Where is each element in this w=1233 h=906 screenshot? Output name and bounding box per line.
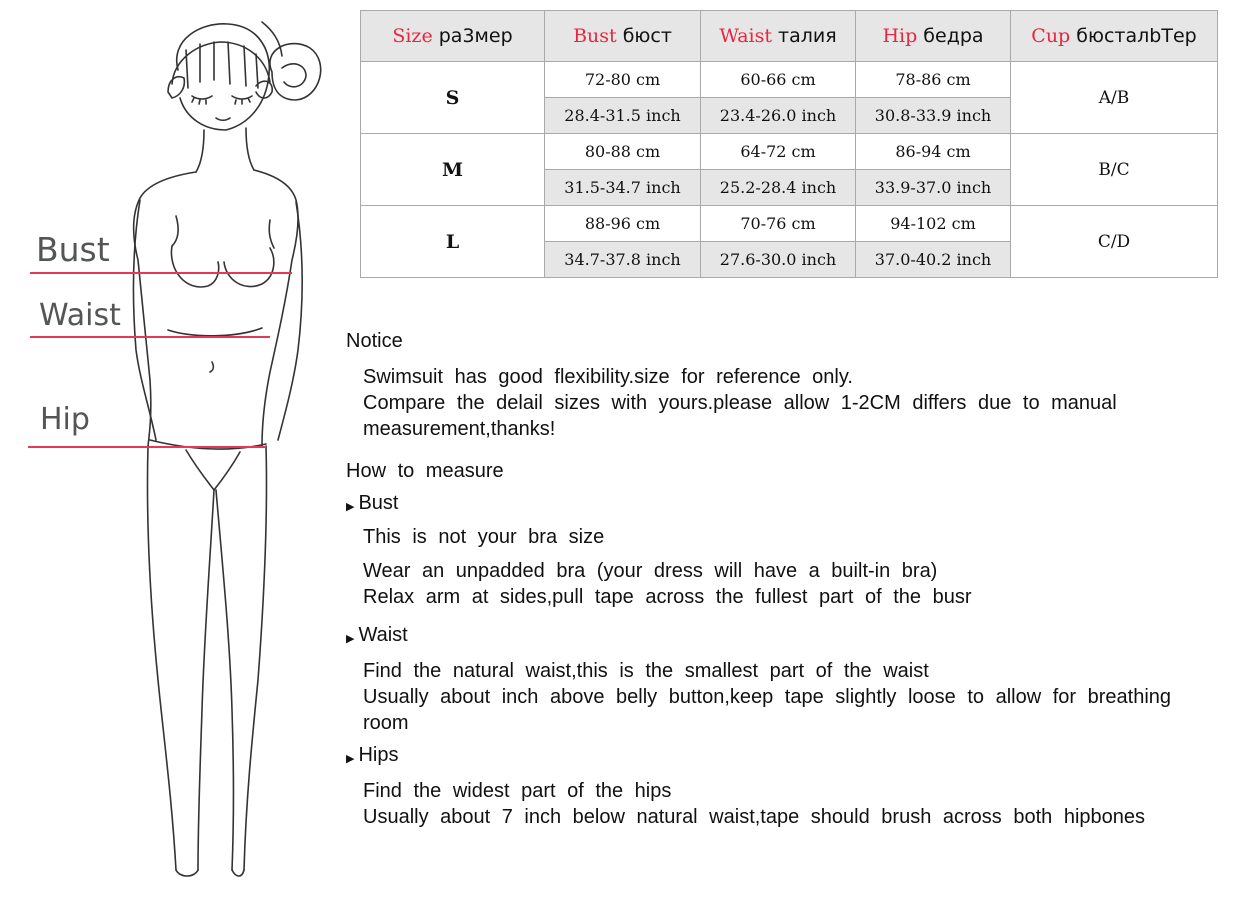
cup-cell: B/C: [1011, 134, 1218, 206]
header-cup: Cup бюсталbТер: [1011, 11, 1218, 62]
hip-inch-cell: 37.0-40.2 inch: [856, 242, 1011, 278]
arrow-right-icon: ▶: [346, 501, 355, 513]
header-bust: Bust бюст: [545, 11, 701, 62]
bust-inch-cell: 34.7-37.8 inch: [545, 242, 701, 278]
waist-inch-cell: 25.2-28.4 inch: [701, 170, 856, 206]
waist-line-1: Find the natural waist,this is the smallest part of the waist: [363, 660, 929, 682]
bust-section-title: Bust: [358, 492, 399, 514]
measurement-notes: [346, 328, 1226, 830]
bust-cm-cell: 88-96 cm: [545, 206, 701, 242]
hip-cm-cell: 94-102 cm: [856, 206, 1011, 242]
cup-cell: A/B: [1011, 62, 1218, 134]
bust-cm-cell: 72-80 cm: [545, 62, 701, 98]
hip-inch-cell: 33.9-37.0 inch: [856, 170, 1011, 206]
hip-inch-cell: 30.8-33.9 inch: [856, 98, 1011, 134]
bust-line-2: Wear an unpadded bra (your dress will have a built-in bra): [363, 560, 938, 582]
table-row: [361, 206, 1218, 242]
hips-line-2: Usually about 7 inch below natural waist,tape should brush across both hipbones: [363, 806, 1145, 828]
cup-cell: C/D: [1011, 206, 1218, 278]
how-to-measure-title: How to measure: [346, 460, 504, 482]
bust-measure-line: [30, 272, 292, 274]
bust-line-1: This is not your bra size: [363, 526, 605, 548]
bust-line-3: Relax arm at sides,pull tape across the fullest part of the busr: [363, 586, 972, 608]
waist-section-title: Waist: [358, 624, 408, 646]
waist-cm-cell: 64-72 cm: [701, 134, 856, 170]
waist-inch-cell: 23.4-26.0 inch: [701, 98, 856, 134]
size-cell: S: [361, 62, 545, 134]
notice-line-1: Swimsuit has good flexibility.size for reference only.: [363, 366, 853, 388]
size-cell: M: [361, 134, 545, 206]
waist-label: Waist: [39, 298, 121, 333]
arrow-right-icon: ▶: [346, 633, 355, 645]
hips-section-heading: [346, 742, 1226, 768]
hip-cm-cell: 78-86 cm: [856, 62, 1011, 98]
table-row: [361, 62, 1218, 98]
table-header-row: [361, 11, 1218, 62]
bust-section-heading: [346, 490, 1226, 516]
size-chart-table: [360, 10, 1218, 278]
hip-cm-cell: 86-94 cm: [856, 134, 1011, 170]
bust-inch-cell: 28.4-31.5 inch: [545, 98, 701, 134]
header-size: Size ра3мер: [361, 11, 545, 62]
waist-measure-line: [30, 336, 270, 338]
hip-label: Hip: [40, 402, 90, 437]
arrow-right-icon: ▶: [346, 753, 355, 765]
bust-cm-cell: 80-88 cm: [545, 134, 701, 170]
header-waist: Waist талия: [701, 11, 856, 62]
notice-line-2: Compare the delail sizes with yours.please allow 1-2CM differs due to manual measurement,thanks!: [363, 392, 1117, 440]
hip-measure-line: [28, 446, 266, 448]
waist-line-2: Usually about inch above belly button,keep tape slightly loose to allow for breathing room: [363, 686, 1172, 734]
hips-line-1: Find the widest part of the hips: [363, 780, 672, 802]
header-hip: Hip бедра: [856, 11, 1011, 62]
waist-section-heading: [346, 622, 1226, 648]
table-row: [361, 134, 1218, 170]
size-cell: L: [361, 206, 545, 278]
notice-title: Notice: [346, 330, 403, 352]
hips-section-title: Hips: [358, 744, 399, 766]
waist-cm-cell: 70-76 cm: [701, 206, 856, 242]
bust-label: Bust: [36, 230, 110, 269]
bust-inch-cell: 31.5-34.7 inch: [545, 170, 701, 206]
body-figure-illustration: [0, 0, 340, 906]
waist-inch-cell: 27.6-30.0 inch: [701, 242, 856, 278]
waist-cm-cell: 60-66 cm: [701, 62, 856, 98]
